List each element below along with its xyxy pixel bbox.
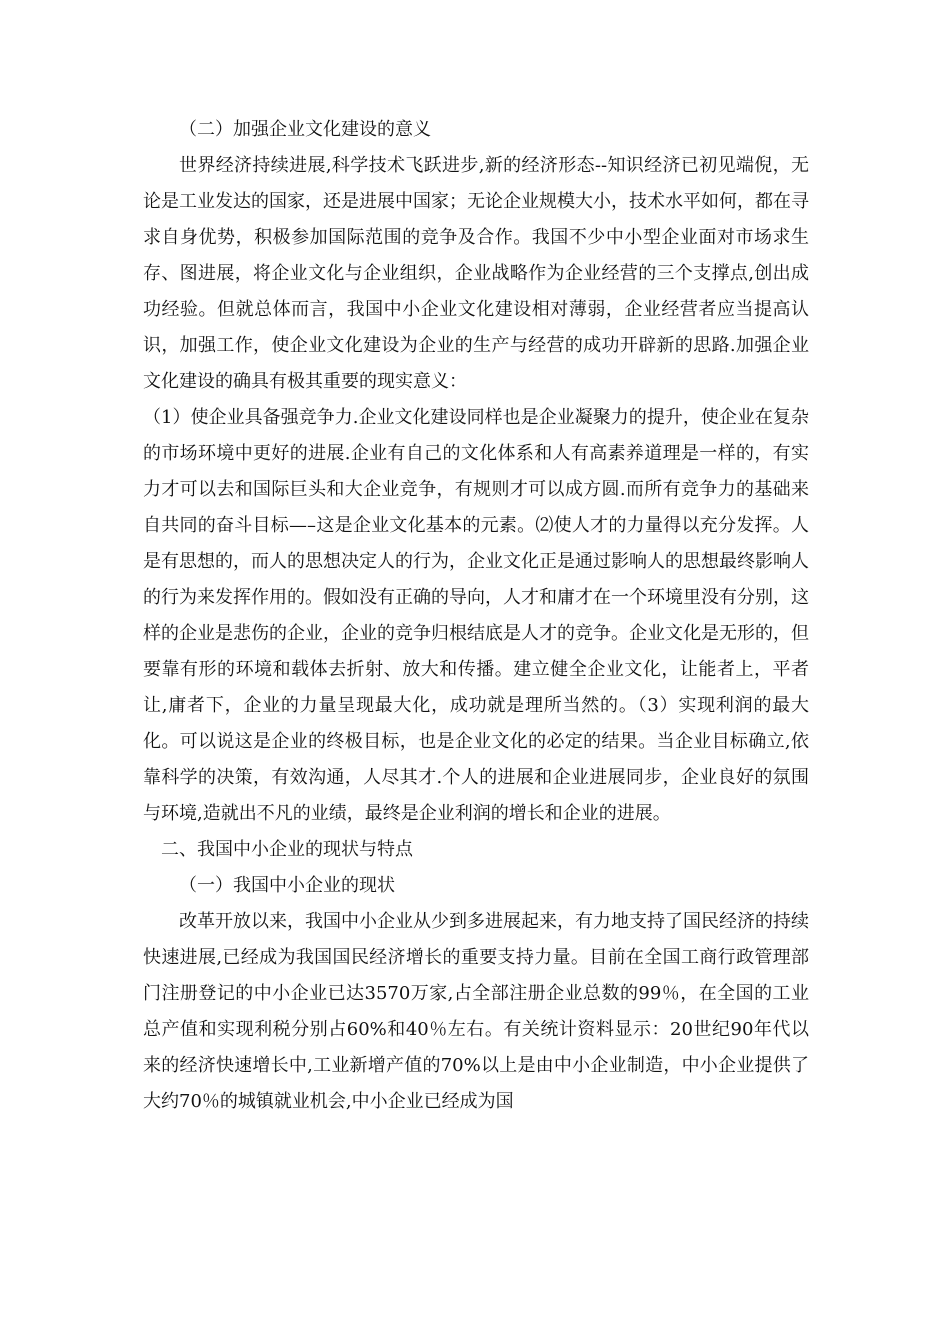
paragraph-status: 改革开放以来，我国中小企业从少到多进展起来，有力地支持了国民经济的持续快速进展,已经成为我国国民经济增长的重要支持力量。目前在全国工商行政管理部门注册登记的中小企业已达3570万家,占全部注册企业总数的99％，在全国的工业总产值和实现利税分别占60%和40％左右。有关统计资料显示：20世纪90年代以来的经济快速增长中,工业新增产值的70%以上是由中小企业制造，中小企业提供了大约70％的城镇就业机会,中小企业已经成为国: [143, 911, 809, 1112]
paragraph-key-points: （1）使企业具备强竞争力.企业文化建设同样也是企业凝聚力的提升，使企业在复杂的市场环境中更好的进展.企业有自己的文化体系和人有高素养道理是一样的，有实力才可以去和国际巨头和大企业竞争，有规则才可以成方圆.而所有竞争力的基础来自共同的奋斗目标—–这是企业文化基本的元素。⑵使人才的力量得以充分发挥。人是有思想的，而人的思想决定人的行为，企业文化正是通过影响人的思想最终影响人的行为来发挥作用的。假如没有正确的导向，人才和庸才在一个环境里没有分别，这样的企业是悲伤的企业，企业的竞争归根结底是人才的竞争。企业文化是无形的，但要靠有形的环境和载体去折射、放大和传播。建立健全企业文化，让能者上，平者让,庸者下，企业的力量呈现最大化，成功就是理所当然的。（3）实现利润的最大化。可以说这是企业的终极目标，也是企业文化的必定的结果。当企业目标确立,依靠科学的决策，有效沟通，人尽其才.个人的进展和企业进展同步，企业良好的氛围与环境,造就出不凡的业绩，最终是企业利润的增长和企业的进展。: [143, 407, 809, 824]
chapter-heading-status: 二、我国中小企业的现状与特点: [161, 839, 413, 860]
document-body: [143, 112, 809, 1120]
paragraph-significance: 世界经济持续进展,科学技术飞跃进步,新的经济形态--知识经济已初见端倪，无论是工业发达的国家，还是进展中国家；无论企业规模大小，技术水平如何，都在寻求自身优势，积极参加国际范围的竞争及合作。我国不少中小型企业面对市场求生存、图进展，将企业文化与企业组织，企业战略作为企业经营的三个支撑点,创出成功经验。但就总体而言，我国中小企业文化建设相对薄弱，企业经营者应当提高认识，加强工作，使企业文化建设为企业的生产与经营的成功开辟新的思路.加强企业文化建设的确具有极其重要的现实意义：: [143, 155, 809, 392]
section-heading-significance: （二）加强企业文化建设的意义: [179, 119, 431, 140]
section-heading-status: （一）我国中小企业的现状: [179, 875, 395, 896]
